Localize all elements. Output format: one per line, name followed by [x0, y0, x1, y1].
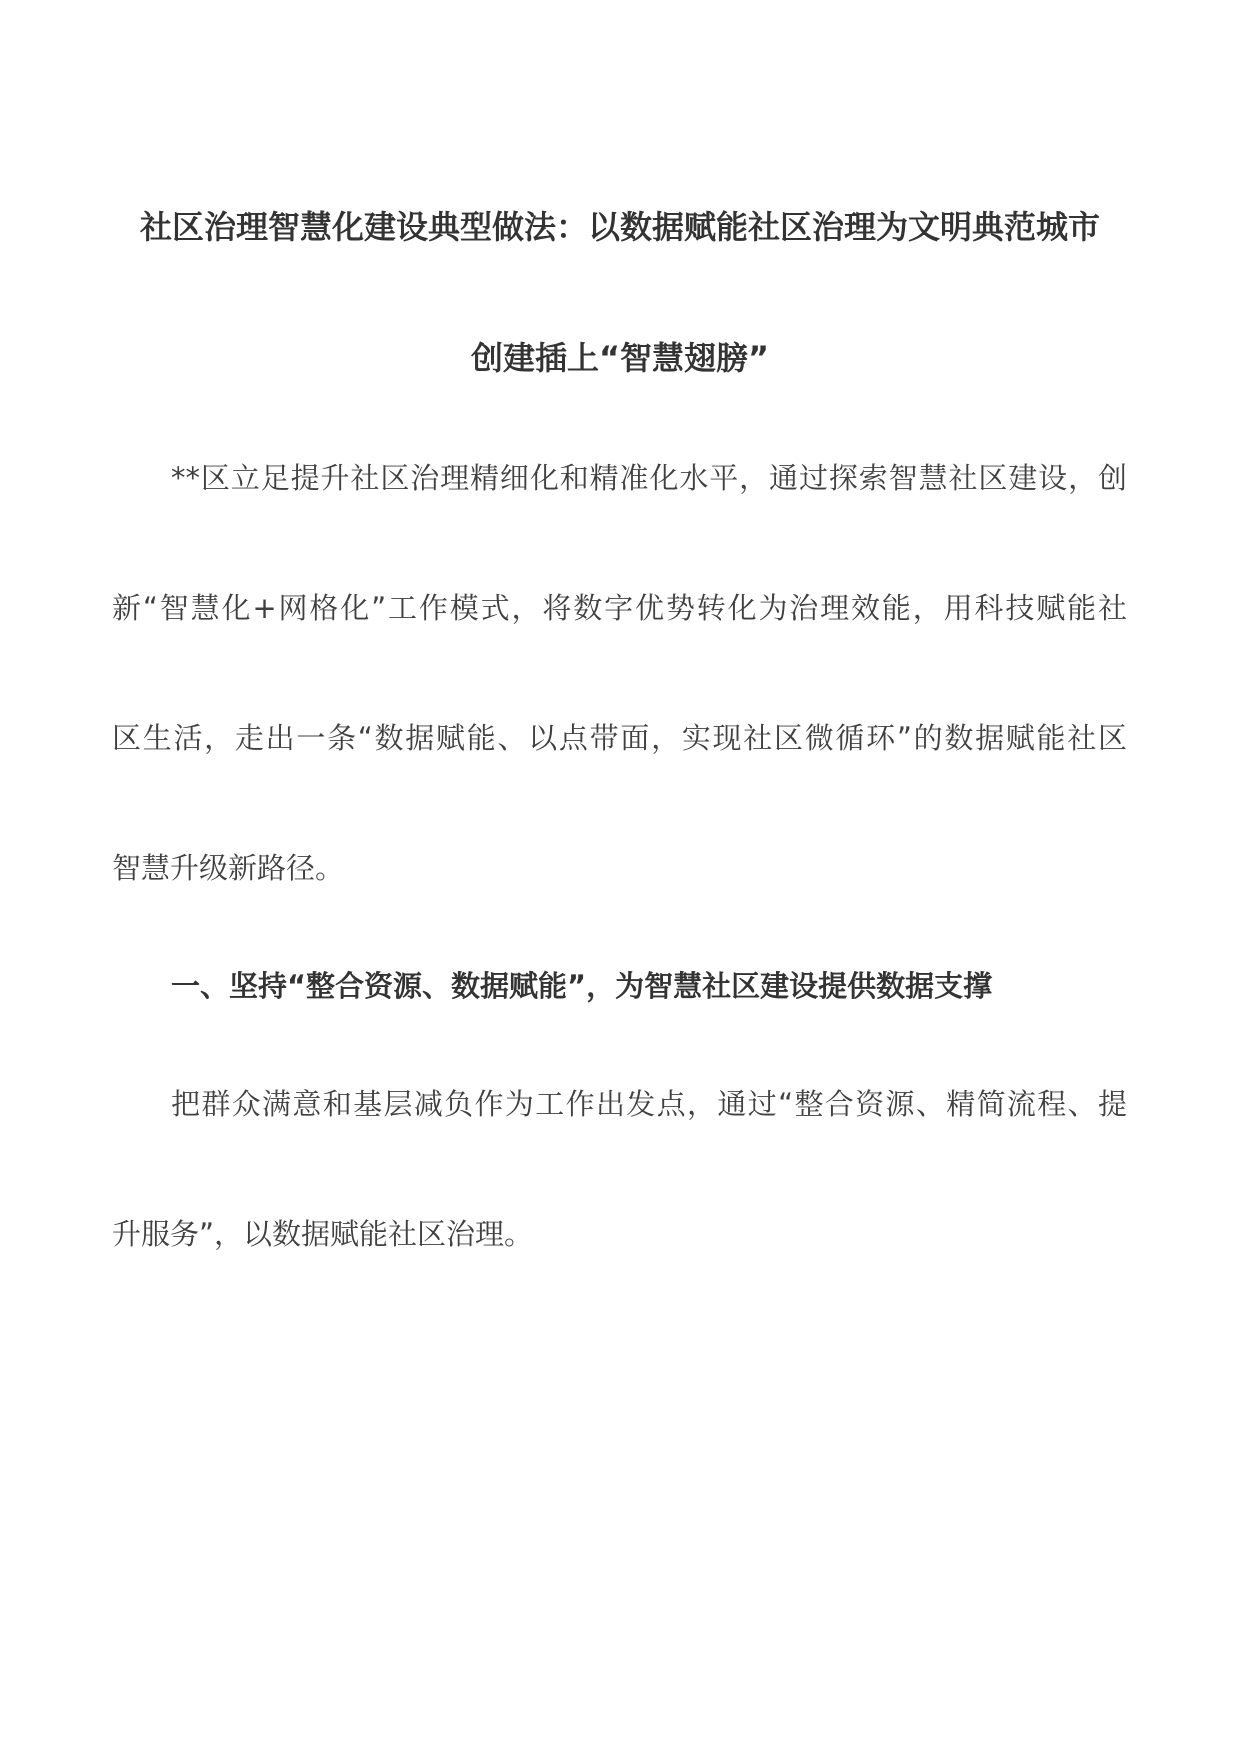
paragraph-1-line-4: 智慧升级新路径。 [112, 851, 345, 885]
paragraph-2-line-1: 把群众满意和基层减负作为工作出发点，通过“整合资源、精简流程、提 [171, 1087, 1127, 1121]
paragraph-1-line-3: 区生活，走出一条“数据赋能、以点带面，实现社区微循环”的数据赋能社区 [112, 721, 1127, 755]
paragraph-1-line-1: **区立足提升社区治理精细化和精准化水平，通过探索智慧社区建设，创 [171, 461, 1127, 495]
document-title-line-1: 社区治理智慧化建设典型做法：以数据赋能社区治理为文明典范城市 [139, 208, 1100, 246]
document-title-line-2: 创建插上“智慧翅膀” [470, 339, 770, 377]
section-1-heading: 一、坚持“整合资源、数据赋能”，为智慧社区建设提供数据支撑 [171, 969, 993, 1003]
paragraph-2-line-2: 升服务”，以数据赋能社区治理。 [112, 1217, 534, 1251]
paragraph-1-line-2: 新“智慧化+网格化”工作模式，将数字优势转化为治理效能，用科技赋能社 [112, 591, 1127, 625]
